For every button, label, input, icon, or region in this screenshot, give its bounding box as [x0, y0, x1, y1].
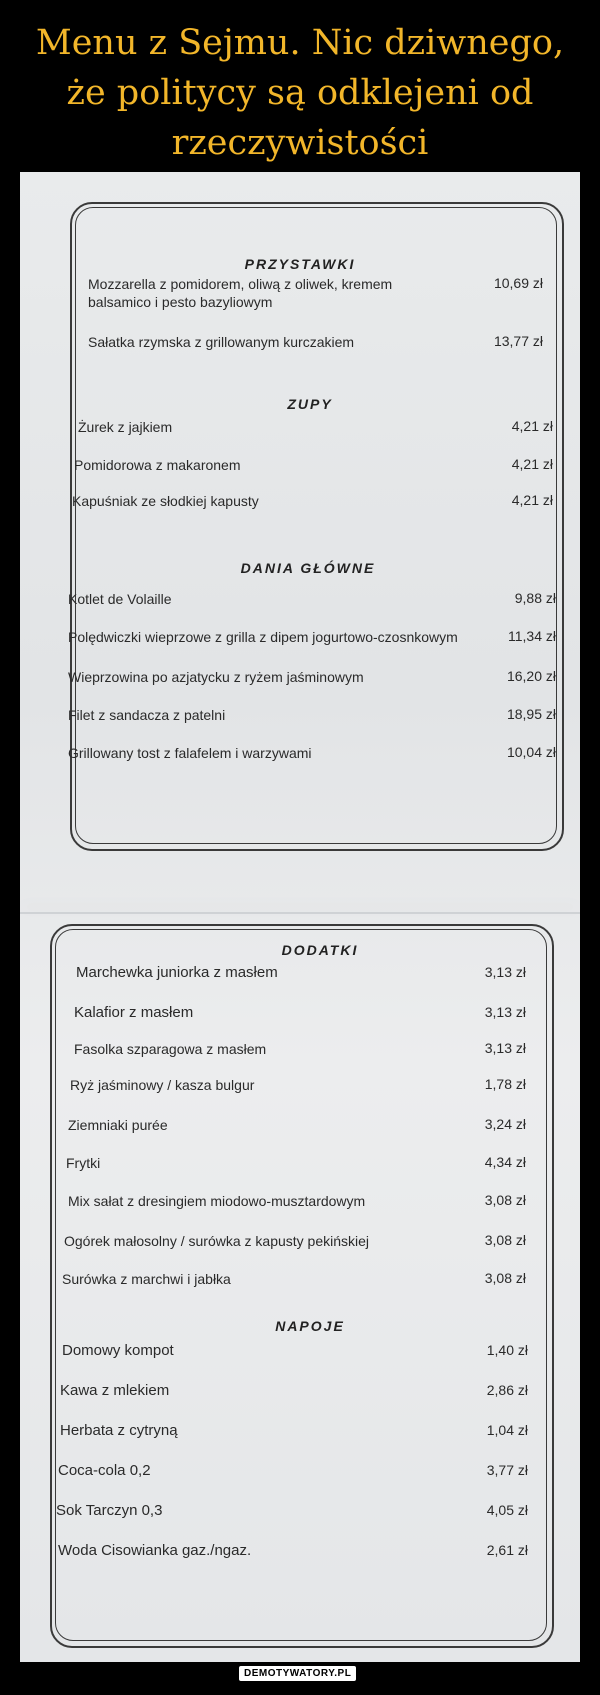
section-title-dania-glowne: DANIA GŁÓWNE — [240, 560, 376, 576]
menu-item: Sok Tarczyn 0,3 — [56, 1502, 163, 1519]
section-title-zupy: ZUPY — [287, 396, 333, 412]
menu-price: 18,95 zł — [506, 706, 556, 722]
watermark: DEMOTYWATORY.PL — [239, 1666, 356, 1681]
menu-price: 3,08 zł — [484, 1232, 526, 1248]
menu-item: Pomidorowa z makaronem — [74, 457, 241, 473]
menu-price: 4,21 zł — [511, 492, 553, 508]
menu-price: 3,08 zł — [484, 1192, 526, 1208]
menu-item: Kapuśniak ze słodkiej kapusty — [72, 493, 259, 509]
menu-item: Marchewka juniorka z masłem — [76, 964, 278, 981]
section-title-napoje: NAPOJE — [275, 1318, 345, 1334]
menu-price: 3,08 zł — [484, 1270, 526, 1286]
menu-price: 10,04 zł — [506, 744, 556, 760]
menu-item: Ryż jaśminowy / kasza bulgur — [70, 1077, 255, 1093]
menu-price: 4,21 zł — [511, 418, 553, 434]
menu-item: Surówka z marchwi i jabłka — [62, 1271, 231, 1287]
menu-price: 2,61 zł — [486, 1542, 528, 1558]
menu-price: 9,88 zł — [514, 590, 556, 606]
headline: Menu z Sejmu. Nic dziwnego, że politycy są odklejeni od rzeczywistości — [35, 23, 565, 163]
menu-price: 11,34 zł — [508, 628, 556, 644]
menu-item: Mix sałat z dresingiem miodowo-musztardowym — [68, 1193, 366, 1209]
menu-item: Frytki — [66, 1155, 101, 1171]
menu-item: Grillowany tost z falafelem i warzywami — [68, 745, 312, 761]
menu-item: Polędwiczki wieprzowe z grilla z dipem jogurtowo-czosnkowym — [68, 629, 458, 645]
menu-item: Herbata z cytryną — [60, 1422, 178, 1439]
menu-photo — [20, 172, 580, 1662]
menu-price: 3,24 zł — [484, 1116, 526, 1132]
menu-price: 3,77 zł — [486, 1462, 528, 1478]
section-title-dodatki: DODATKI — [281, 942, 359, 958]
menu-item: Woda Cisowianka gaz./ngaz. — [58, 1542, 252, 1559]
menu-price: 1,04 zł — [486, 1422, 528, 1438]
menu-item: Kotlet de Volaille — [68, 591, 172, 607]
menu-item: Fasolka szparagowa z masłem — [74, 1041, 267, 1057]
menu-price: 13,77 zł — [493, 333, 543, 349]
menu-item: Mozzarella z pomidorem, oliwą z oliwek, kremem balsamico i pesto bazyliowym — [88, 276, 393, 310]
menu-price: 16,20 zł — [506, 668, 556, 684]
menu-item: Kalafior z masłem — [74, 1004, 194, 1021]
menu-item: Kawa z mlekiem — [60, 1382, 170, 1399]
menu-item: Wieprzowina po azjatycku z ryżem jaśminowym — [68, 669, 364, 685]
menu-price: 1,40 zł — [486, 1342, 528, 1358]
menu-price: 3,13 zł — [484, 1004, 526, 1020]
menu-price: 3,13 zł — [484, 964, 526, 980]
menu-item: Coca-cola 0,2 — [58, 1462, 151, 1479]
menu-price: 1,78 zł — [484, 1076, 526, 1092]
menu-price: 10,69 zł — [493, 275, 543, 291]
section-title-przystawki: PRZYSTAWKI — [244, 256, 356, 272]
menu-item: Sałatka rzymska z grillowanym kurczakiem — [88, 334, 355, 350]
menu-item: Domowy kompot — [62, 1342, 174, 1359]
menu-price: 3,13 zł — [484, 1040, 526, 1056]
menu-item: Ogórek małosolny / surówka z kapusty pekińskiej — [64, 1233, 370, 1249]
menu-price: 4,34 zł — [484, 1154, 526, 1170]
menu-item: Żurek z jajkiem — [78, 419, 173, 435]
menu-price: 2,86 zł — [486, 1382, 528, 1398]
menu-price: 4,05 zł — [486, 1502, 528, 1518]
menu-item: Filet z sandacza z patelni — [68, 707, 226, 723]
menu-price: 4,21 zł — [511, 456, 553, 472]
paper-fold — [20, 912, 580, 914]
menu-item: Ziemniaki purée — [68, 1117, 168, 1133]
